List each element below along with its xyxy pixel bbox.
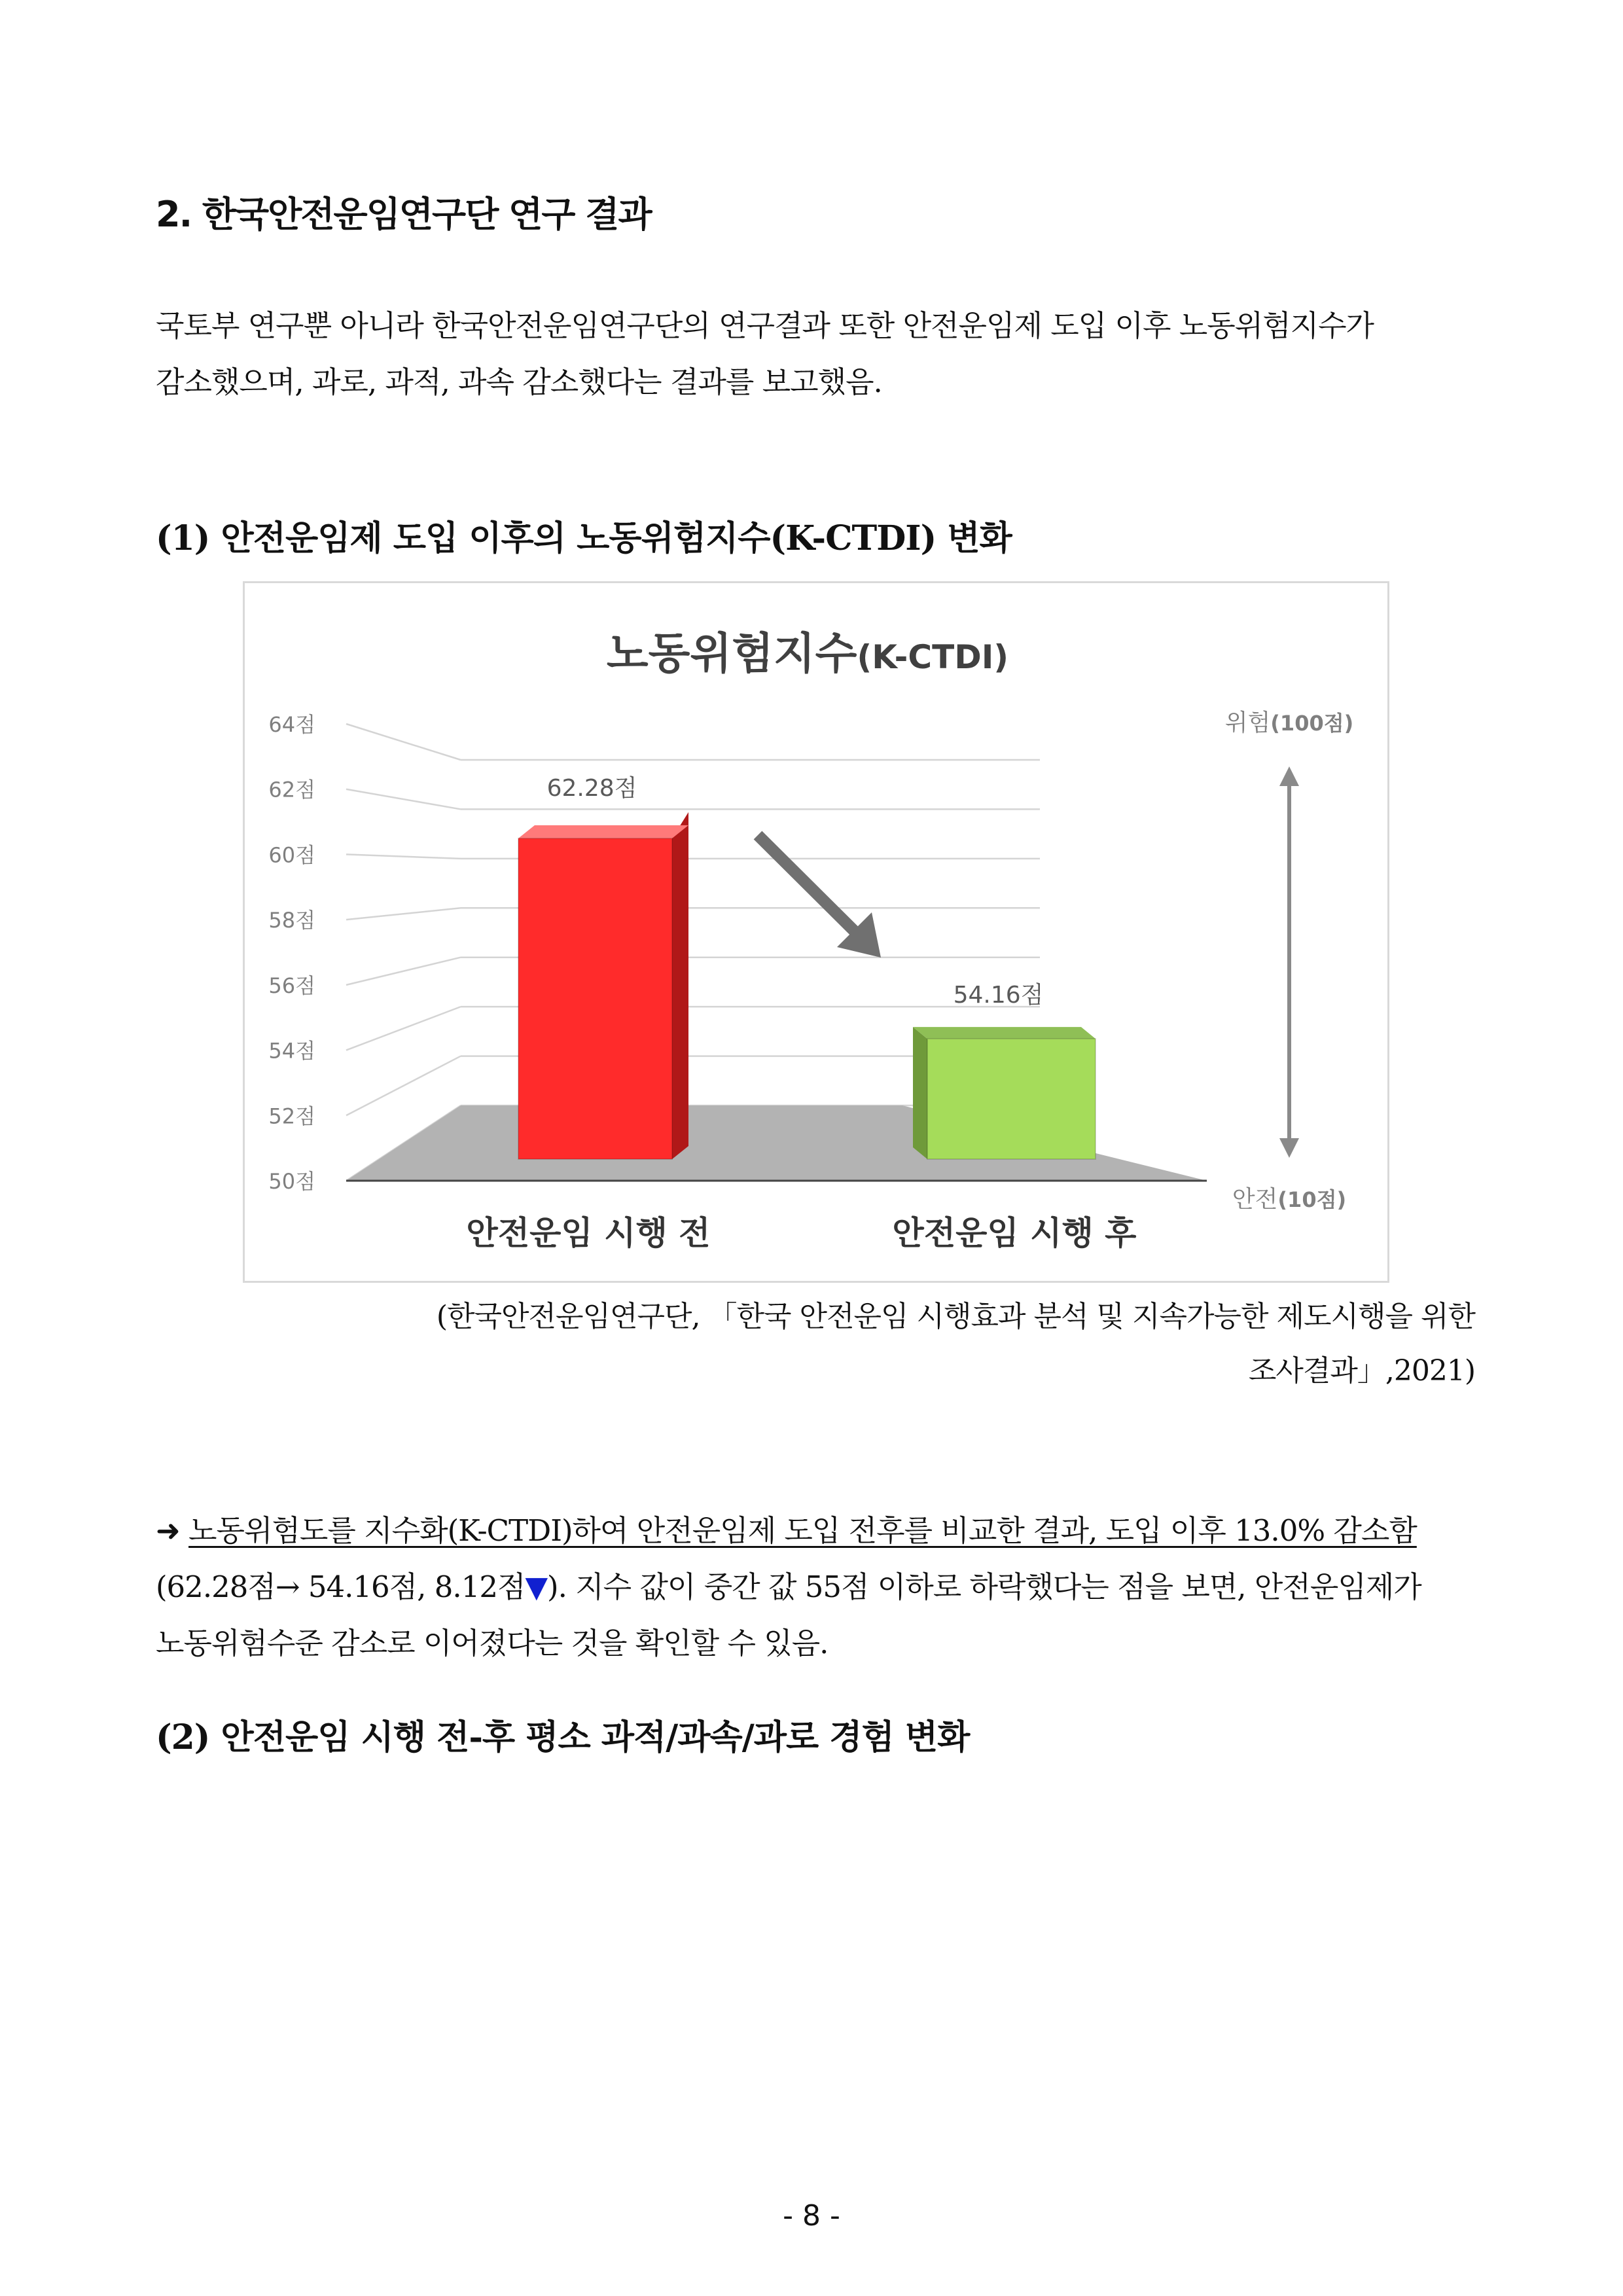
finding-arrow: ➜	[156, 1513, 180, 1548]
gridline-diagonal	[346, 1056, 461, 1116]
bar-front-face	[518, 838, 672, 1159]
chart-frame	[243, 581, 1389, 1283]
bar-value-label: 54.16점	[953, 982, 1044, 1009]
finding-line-2	[156, 1559, 1476, 1615]
y-tick-label: 60점	[268, 842, 315, 868]
intro-line-1: 국토부 연구뿐 아니라 한국안전운임연구단의 연구결과 또한 안전운임제 도입 이후 노동위험지수가	[156, 308, 1374, 343]
gridline-diagonal	[346, 789, 461, 810]
bar-1	[518, 775, 688, 1159]
bar-front-face	[927, 1039, 1096, 1159]
y-tick-label: 50점	[268, 1169, 315, 1194]
category-label-after: 안전운임 시행 후	[892, 1214, 1137, 1252]
gridline-diagonal	[346, 724, 461, 760]
source-line-2: 조사결과」,2021)	[1248, 1354, 1475, 1388]
bar-top-face	[518, 825, 688, 838]
finding-values-text: (62.28점→ 54.16점, 8.12점	[156, 1570, 526, 1604]
gridline-diagonal	[346, 854, 461, 858]
bar-side-face	[672, 812, 688, 1159]
y-tick-label: 64점	[268, 712, 315, 737]
down-triangle-icon: ▼	[525, 1570, 548, 1604]
finding-paragraph	[156, 1503, 1476, 1672]
decrease-arrow-shaft	[758, 835, 861, 938]
page-number: - 8 -	[783, 2199, 840, 2233]
gridline-diagonal	[346, 958, 461, 985]
risk-index-chart	[245, 583, 1387, 1281]
bar-top-face	[913, 1027, 1096, 1039]
intro-line-2: 감소했으며, 과로, 과적, 과속 감소했다는 결과를 보고했음.	[156, 365, 882, 399]
chart-title: 노동위험지수(K-CTDI)	[606, 628, 1009, 679]
y-tick-label: 54점	[268, 1038, 315, 1064]
section-title: 2. 한국안전운임연구단 연구 결과	[156, 194, 651, 235]
finding-line-3: 노동위험수준 감소로 이어졌다는 것을 확인할 수 있음.	[156, 1626, 829, 1660]
bar-side-face	[913, 1027, 927, 1159]
y-tick-label: 62점	[268, 777, 315, 802]
y-tick-label: 56점	[268, 973, 315, 998]
bar-2	[913, 982, 1096, 1159]
gridline-diagonal	[346, 1007, 461, 1050]
category-label-before: 안전운임 시행 전	[466, 1214, 711, 1252]
subsection-2-title: (2) 안전운임 시행 전-후 평소 과적/과속/과로 경험 변화	[156, 1717, 970, 1757]
gridline-diagonal	[346, 908, 461, 920]
y-tick-label: 58점	[268, 908, 315, 933]
finding-line-1	[156, 1503, 1476, 1559]
finding-underlined-text: 노동위험도를 지수화(K-CTDI)하여 안전운임제 도입 전후를 비교한 결과, 도입 이후 13.0% 감소함	[188, 1513, 1417, 1548]
finding-conclusion-text: ). 지수 값이 중간 값 55점 이하로 하락했다는 점을 보면, 안전운임제가	[547, 1570, 1421, 1604]
scale-top-label: 위험(100점)	[1224, 709, 1354, 736]
scale-bottom-label: 안전(10점)	[1232, 1186, 1347, 1213]
bar-value-label: 62.28점	[546, 774, 637, 802]
subsection-1-title: (1) 안전운임제 도입 이후의 노동위험지수(K-CTDI) 변화	[156, 518, 1012, 558]
intro-paragraph	[156, 298, 1476, 410]
source-line-1: (한국안전운임연구단, 「한국 안전운임 시행효과 분석 및 지속가능한 제도시행을 위한	[436, 1300, 1475, 1333]
y-tick-label: 52점	[268, 1103, 315, 1129]
